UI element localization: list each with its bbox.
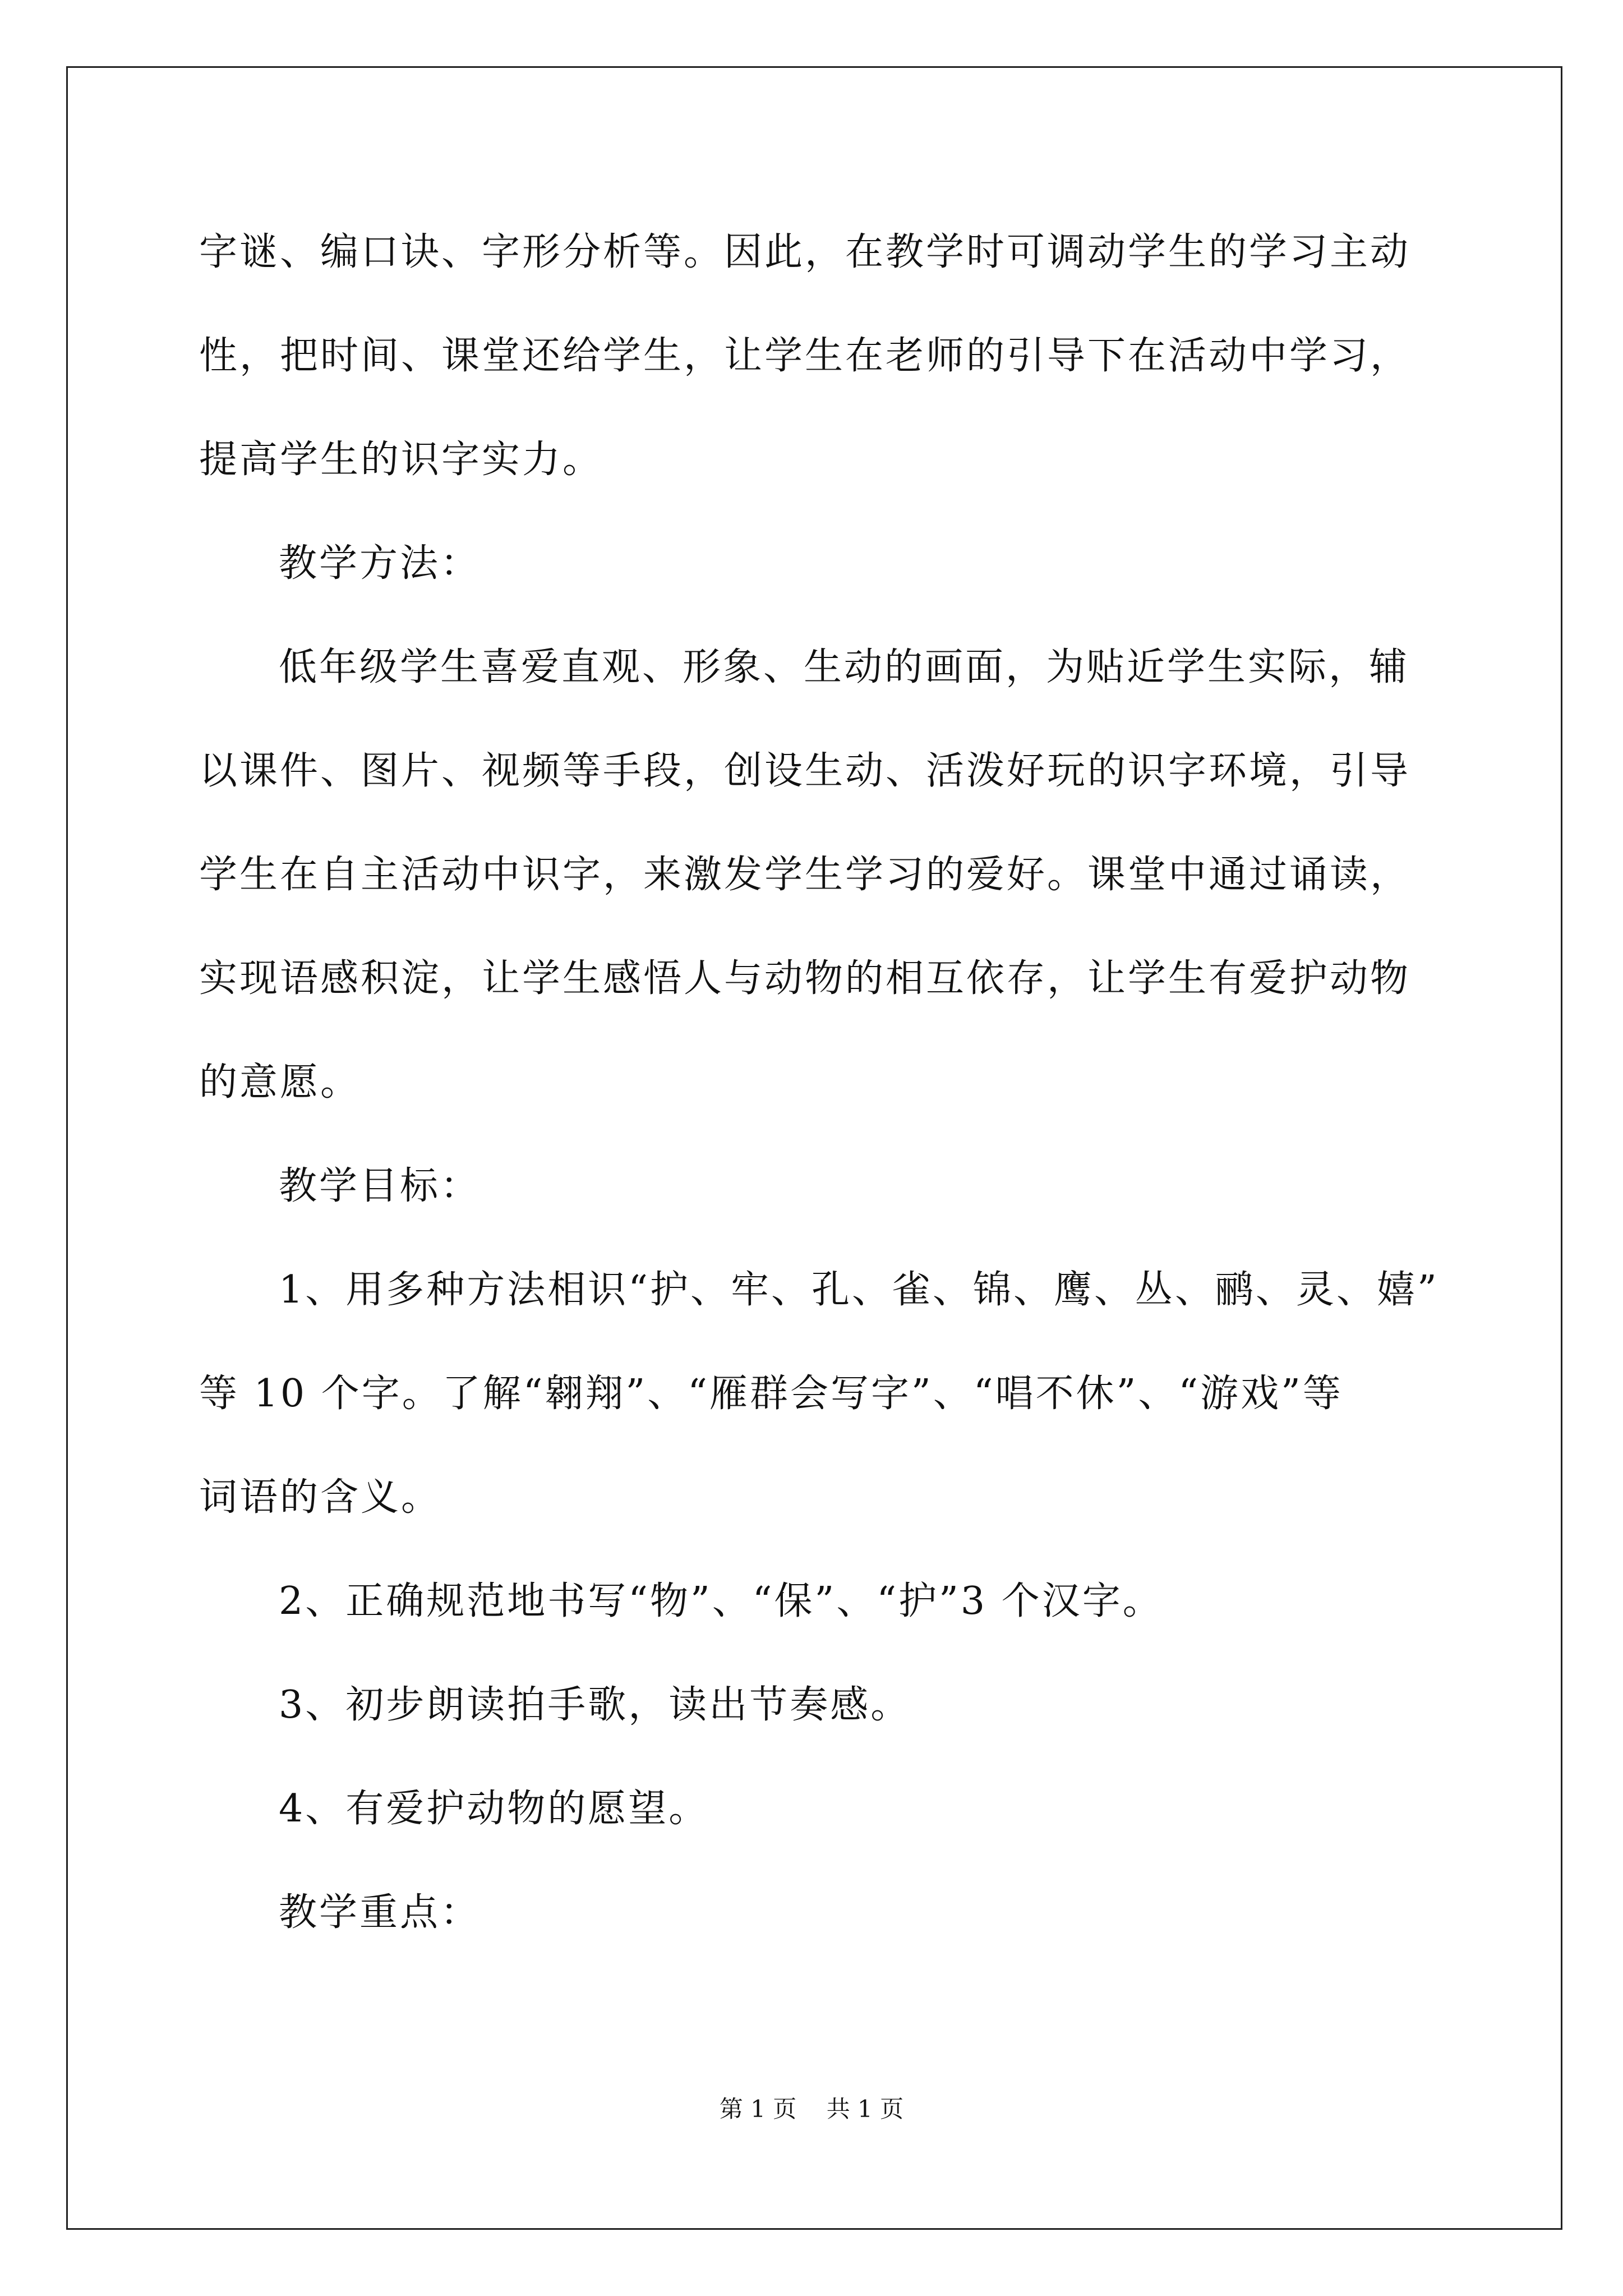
goal-item-4: 4、有爱护动物的愿望。 — [279, 1787, 709, 1831]
section-heading-teaching-focus: 教学重点： — [279, 1890, 481, 1935]
body-line-6: 以课件、图片、视频等手段，创设生动、活泼好玩的识字环境，引导 — [199, 749, 1411, 793]
section-heading-teaching-method: 教学方法： — [279, 541, 481, 586]
body-line-1: 字谜、编口诀、字形分析等。因此，在教学时可调动学生的学习主动 — [199, 230, 1411, 274]
goal-item-1: 1、用多种方法相识“护、牢、孔、雀、锦、鹰、丛、鹂、灵、嬉” — [279, 1268, 1439, 1312]
body-line-3: 提高学生的识字实力。 — [199, 438, 603, 482]
body-line-12: 等 10 个字。了解“翱翔”、“雁群会写字”、“唱不休”、“游戏”等 — [199, 1372, 1343, 1416]
section-heading-teaching-goals: 教学目标： — [279, 1164, 481, 1208]
page-footer: 第 1 页 共 1 页 — [719, 2095, 904, 2123]
body-line-7: 学生在自主活动中识字，来激发学生学习的爱好。课堂中通过诵读， — [199, 853, 1411, 897]
goal-item-2: 2、正确规范地书写“物”、“保”、“护”3 个汉字。 — [279, 1579, 1163, 1623]
body-line-9: 的意愿。 — [199, 1060, 361, 1105]
body-line-5: 低年级学生喜爱直观、形象、生动的画面，为贴近学生实际，辅 — [279, 645, 1410, 689]
body-line-8: 实现语感积淀，让学生感悟人与动物的相互依存，让学生有爱护动物 — [199, 956, 1411, 1001]
body-line-13: 词语的含义。 — [199, 1475, 442, 1520]
body-line-2: 性，把时间、课堂还给学生，让学生在老师的引导下在活动中学习， — [199, 334, 1411, 378]
goal-item-3: 3、初步朗读拍手歌，读出节奏感。 — [279, 1683, 911, 1727]
